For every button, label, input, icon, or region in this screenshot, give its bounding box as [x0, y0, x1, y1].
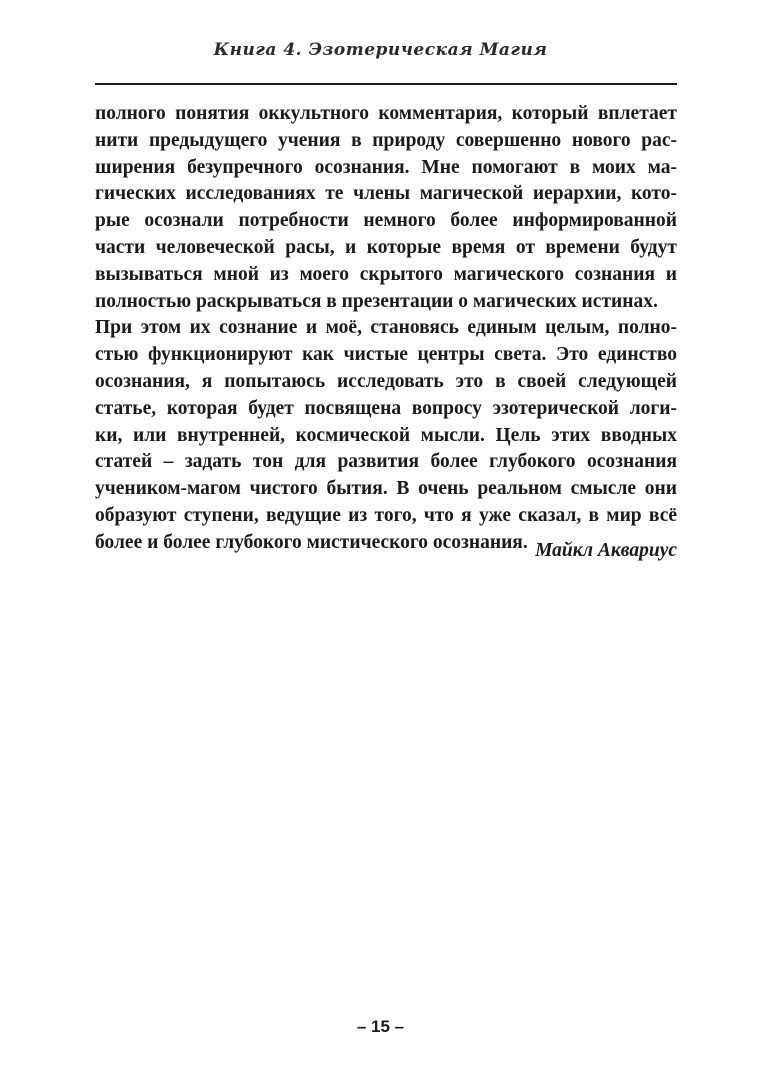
text-line: ширения безупречного осознания. Мне помогают в моих ма-: [95, 156, 677, 178]
text-line: части человеческой расы, и которые время от времени будут: [95, 236, 677, 258]
text-line: ки, или внутренней, космической мысли. Цель этих вводных: [95, 424, 677, 446]
text-line: образуют ступени, ведущие из того, что я уже сказал, в мир всё: [95, 504, 677, 526]
text-line: нити предыдущего учения в природу совершенно нового рас-: [95, 129, 677, 151]
text-line: рые осознали потребности немного более информированной: [95, 210, 677, 232]
text-line: статей – задать тон для развития более глубокого осознания: [95, 451, 677, 473]
text-line: полного понятия оккультного комментария, который вплетает: [95, 103, 677, 124]
text-line: статье, которая будет посвящена вопросу эзотерической логи-: [95, 397, 677, 419]
page-number: – 15 –: [356, 1017, 405, 1036]
header-rule: [95, 83, 677, 85]
running-title: Книга 4. Эзотерическая Магия: [213, 40, 548, 60]
author-signature: Майкл Аквариус: [535, 540, 677, 561]
text-line: стью функционируют как чистые центры света. Это единство: [95, 344, 677, 366]
text-line: вызываться мной из моего скрытого магического сознания и: [95, 263, 677, 285]
text-line: осознания, я попытаюсь исследовать это в своей следующей: [95, 370, 677, 392]
text-line: учеником-магом чистого бытия. В очень реальном смысле они: [95, 478, 677, 500]
text-line: При этом их сознание и моё, становясь единым целым, полно-: [95, 317, 677, 339]
text-line: полностью раскрываться в презентации о магических истинах.: [95, 290, 658, 312]
text-line: гических исследованиях те члены магической иерархии, кото-: [95, 183, 677, 205]
text-line: более и более глубокого мистического осознания.: [95, 531, 528, 553]
body-text: [95, 101, 677, 557]
